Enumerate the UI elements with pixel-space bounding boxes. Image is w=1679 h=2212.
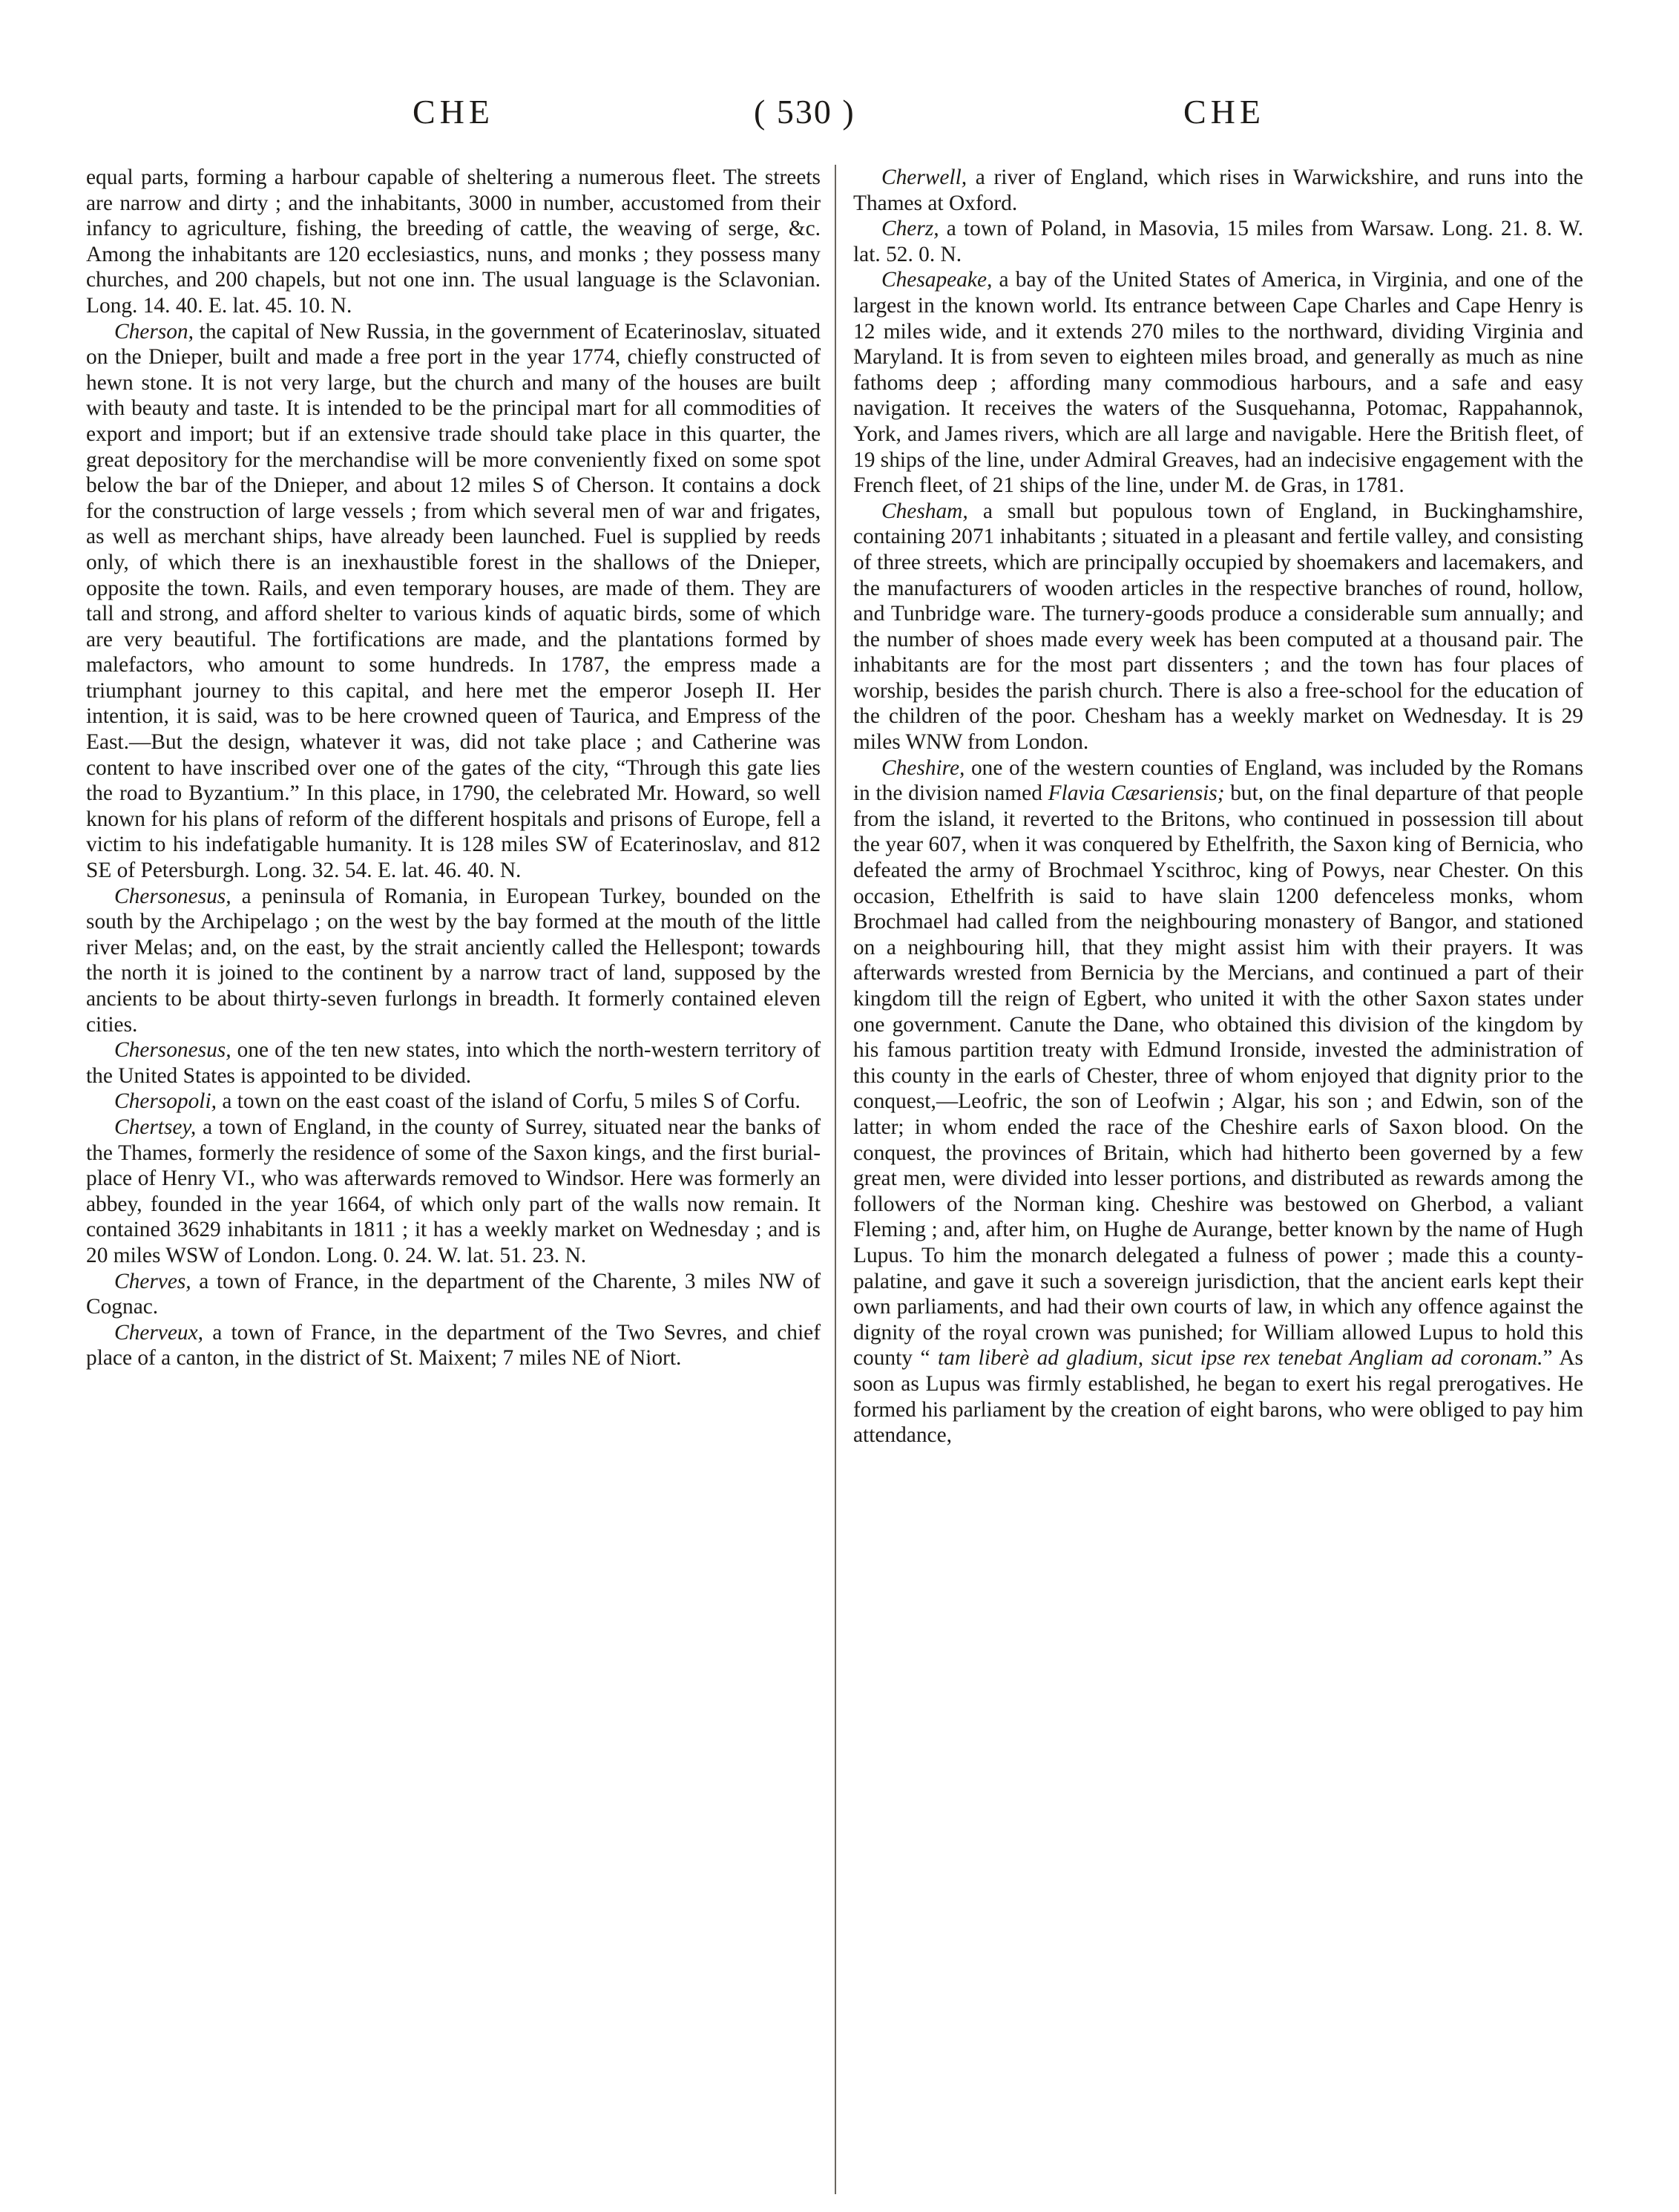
- right-column: [853, 165, 1583, 1448]
- running-head-left: CHE: [413, 93, 494, 131]
- entry-text: a town of France, in the department of the Charente, 3 miles NW of Cognac.: [86, 1269, 821, 1319]
- entry-cherveux: [86, 1320, 821, 1371]
- entry-text: but, on the final departure of that people from the island, it reverted to the Britons, who continued in possession till about the year 607, when it was conquered by Ethelfrith, the Saxon king of Bernicia, who defeated the army of Brochmael Yscithroc, king of Powys, near Chester. On this occasion, Ethelfrith is said to have slain 1200 defenceless monks, whom Brochmael had called from the neighbouring monastery of Bangor, and stationed on a neighbouring hill, that they might assist him with their prayers. It was afterwards wrested from Bernicia by the Mercians, and continued a part of their kingdom till the reign of Egbert, who united it with the other Saxon states under one government. Canute the Dane, who obtained this division of the kingdom by his famous partition treaty with Edmund Ironside, invested the administration of this county in the earls of Chester, three of whom enjoyed that dignity prior to the conquest,—Leofric, the son of Leofwin ; Algar, his son ; and Edwin, son of the latter; in whom ended the race of the Cheshire earls of Saxon blood. On the conquest, the provinces of Britain, which had hitherto been governed by a few great men, were divided into lesser portions, and distributed as rewards among the followers of the Norman king. Cheshire was bestowed on Gherbod, a valiant Fleming ; and, after him, on Hughe de Aurange, better known by the name of Hugh Lupus. To him the monarch delegated a fulness of power ; made this a county-palatine, and gave it such a sovereign jurisdiction, that the ancient earls kept their own parliaments, and had their own courts of law, in which any offence against the dignity of the royal crown was punished; for William allowed Lupus to hold this county “: [853, 781, 1584, 1371]
- entry-headword: Chersopoli,: [114, 1089, 217, 1114]
- entry-text: a small but populous town of England, in Buckinghamshire, containing 2071 inhabitants ; situated in a pleasant and fertile valley, and consisting of three streets, which are principally occupied by shoemakers and lacemakers, and the manufacturers of wooden articles in the respective branches of round, hollow, and Tunbridge ware. The turnery-goods produce a considerable sum annually; and the number of shoes made every week has been computed at a thousand pair. The inhabitants are for the most part dissenters ; and the town has four places of worship, besides the parish church. There is also a free-school for the education of the children of the poor. Chesham has a weekly market on Wednesday. It is 29 miles WNW from London.: [853, 499, 1583, 755]
- entry-headword: Cherveux,: [114, 1320, 203, 1345]
- entry-text: a peninsula of Romania, in European Turkey, bounded on the south by the Archipelago ; on the west by the bay formed at the mouth of the little river Melas; and, on the east, by the strait anciently called the Hellespont; towards the north it is joined to the continent by a narrow tract of land, supposed by the ancients to be about thirty-seven furlongs in breadth. It formerly contained eleven cities.: [86, 884, 821, 1037]
- entry-cherson: [86, 319, 821, 884]
- entry-text: a town of France, in the department of the Two Sevres, and chief place of a canton, in the district of St. Maixent; 7 miles NE of Niort.: [86, 1320, 821, 1371]
- entry-latin-quote: tam liberè ad gladium, sicut ipse rex tenebat Angliam ad coronam.: [937, 1346, 1543, 1371]
- entry-text: ” As soon as Lupus was firmly established, he began to exert his regal prerogatives. He formed his parliament by the creation of eight barons, who were obliged to pay him attendance,: [853, 1346, 1583, 1448]
- entry-headword: Cherson,: [114, 319, 194, 344]
- entry-text: the capital of New Russia, in the government of Ecaterinoslav, situated on the Dnieper, built and made a free port in the year 1774, chiefly constructed of hewn stone. It is not very large, but the church and many of the houses are built with beauty and taste. It is intended to be the principal mart for all commodities of export and import; but if an extensive trade should take place in this quarter, the great depository for the merchandise will be more conveniently fixed on some spot below the bar of the Dnieper, and about 12 miles S of Cherson. It contains a dock for the construction of large vessels ; from which several men of war and frigates, as well as merchant ships, have already been launched. Fuel is supplied by reeds only, of which there is an inexhaustible forest in the shallows of the Dnieper, opposite the town. Rails, and even temporary houses, are made of them. They are tall and strong, and afford shelter to various kinds of aquatic birds, some of which are very beautiful. The fortifications are made, and the plantations formed by malefactors, who amount to some hundreds. In 1787, the empress made a triumphant journey to this capital, and here met the emperor Joseph II. Her intention, it is said, was to be here crowned queen of Taurica, and Empress of the East.—But the design, whatever it was, did not take place ; and Catherine was content to have inscribed over one of the gates of the city, “Through this gate lies the road to Byzantium.” In this place, in 1790, the celebrated Mr. Howard, so well known for his plans of reform of the different hospitals and prisons of Europe, fell a victim to his indefatigable humanity. It is 128 miles SW of Ecaterinoslav, and 812 SE of Petersburgh. Long. 32. 54. E. lat. 46. 40. N.: [86, 319, 821, 883]
- entry-text: one of the ten new states, into which the north-western territory of the United States is appointed to be divided.: [86, 1038, 821, 1088]
- entry-chersonesus-state: [86, 1037, 821, 1089]
- entry-text: a town of England, in the county of Surrey, situated near the banks of the Thames, formerly the residence of some of the Saxon kings, and the first burial-place of Henry VI., who was afterwards removed to Windsor. Here was formerly an abbey, founded in the year 1664, of which only part of the walls now remain. It contained 3629 inhabitants in 1811 ; it has a weekly market on Wednesday ; and is 20 miles WSW of London. Long. 0. 24. W. lat. 51. 23. N.: [86, 1115, 821, 1267]
- entry-headword: Chesapeake,: [881, 268, 993, 292]
- entry-text: a river of England, which rises in Warwickshire, and runs into the Thames at Oxford.: [853, 165, 1583, 215]
- entry-cherz: [853, 216, 1583, 267]
- entry-headword: Chesham,: [881, 499, 968, 523]
- running-head-right: CHE: [1183, 93, 1265, 131]
- entry-cherwell: [853, 165, 1583, 216]
- entry-headword: Cherwell,: [881, 165, 967, 189]
- entry-headword: Cherves,: [114, 1269, 191, 1293]
- entry-text: a town on the east coast of the island of Corfu, 5 miles S of Corfu.: [222, 1089, 801, 1114]
- entry-chesham: [853, 499, 1583, 755]
- entry-chersopoli: [86, 1089, 821, 1115]
- entry-chesapeake: [853, 267, 1583, 498]
- entry-text: equal parts, forming a harbour capable of sheltering a numerous fleet. The streets are narrow and dirty ; and the inhabitants, 3000 in number, accustomed from their infancy to agriculture, fishing, the breeding of cattle, the weaving of serge, &c. Among the inhabitants are 120 ecclesiastics, nuns, and monks ; they possess many churches, and 200 chapels, but not one inn. The usual language is the Sclavonian. Long. 14. 40. E. lat. 45. 10. N.: [86, 165, 821, 318]
- entry-cherves: [86, 1269, 821, 1320]
- left-column: [86, 165, 821, 1371]
- entry-text: a bay of the United States of America, in Virginia, and one of the largest in the known world. Its entrance between Cape Charles and Cape Henry is 12 miles wide, and it extends 270 miles to the northward, dividing Virginia and Maryland. It is from seven to eighteen miles broad, and generally as much as nine fathoms deep ; affording many commodious harbours, and a safe and easy navigation. It receives the waters of the Susquehanna, Potomac, Rappahannok, York, and James rivers, which are all large and navigable. Here the British fleet, of 19 ships of the line, under Admiral Greaves, had an indecisive engagement with the French fleet, of 21 ships of the line, under M. de Gras, in 1781.: [853, 268, 1583, 498]
- entry-text: one of the western counties of England, was included by the Romans in the division named: [853, 755, 1583, 806]
- entry-headword: Chertsey,: [114, 1115, 197, 1139]
- entry-headword: Cheshire,: [881, 755, 965, 780]
- entry-italic-phrase: Flavia Cæsariensis;: [1048, 781, 1225, 806]
- entry-chertsey: [86, 1115, 821, 1269]
- entry-cheshire: [853, 755, 1583, 1448]
- entry-headword: Chersonesus,: [114, 884, 231, 908]
- column-divider: [835, 165, 836, 2194]
- page-number: ( 530 ): [754, 93, 855, 131]
- entry-chersonesus-peninsula: [86, 884, 821, 1038]
- entry-text: a town of Poland, in Masovia, 15 miles from Warsaw. Long. 21. 8. W. lat. 52. 0. N.: [853, 217, 1583, 266]
- entry-continuation: [86, 165, 821, 319]
- entry-headword: Cherz,: [881, 217, 939, 241]
- entry-headword: Chersonesus,: [114, 1038, 231, 1063]
